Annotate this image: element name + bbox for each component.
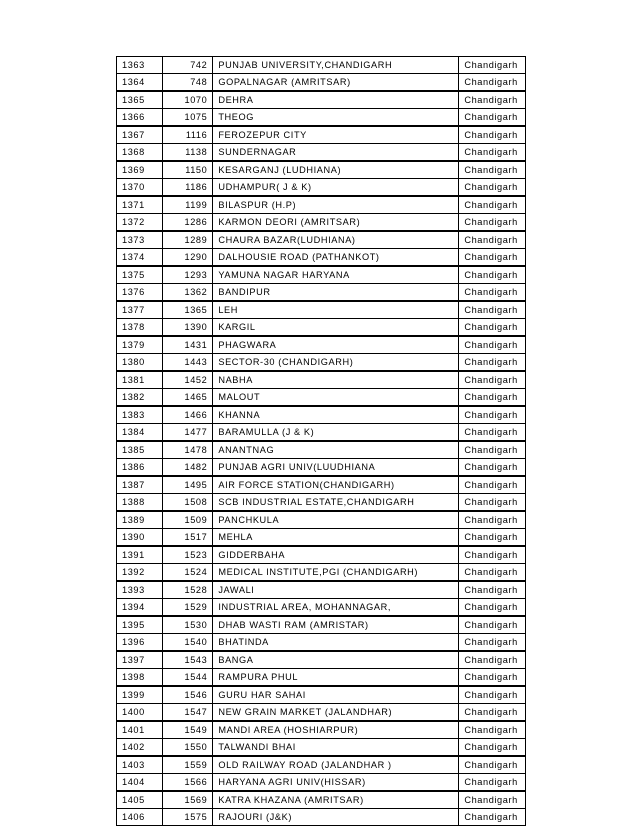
branch-code-cell: 1452 [163,371,213,389]
serial-number-cell: 1393 [117,581,163,599]
branch-name-cell: KESARGANJ (LUDHIANA) [213,161,459,179]
branch-name-cell: BANGA [213,651,459,669]
branch-name-cell: KARMON DEORI (AMRITSAR) [213,214,459,232]
table-row [117,476,526,494]
region-cell: Chandigarh [459,634,526,652]
branch-name-cell: MANDI AREA (HOSHIARPUR) [213,721,459,739]
table-row [117,406,526,424]
branch-name-cell: DALHOUSIE ROAD (PATHANKOT) [213,249,459,267]
branch-code-cell: 1544 [163,669,213,687]
branch-code-cell: 1431 [163,336,213,354]
table-row [117,511,526,529]
region-cell: Chandigarh [459,161,526,179]
region-cell: Chandigarh [459,179,526,197]
table-row [117,529,526,547]
table-row [117,739,526,757]
region-cell: Chandigarh [459,791,526,809]
table-row [117,721,526,739]
region-cell: Chandigarh [459,721,526,739]
branch-name-cell: KARGIL [213,319,459,337]
branch-code-cell: 742 [163,57,213,74]
branch-name-cell: DEHRA [213,91,459,109]
serial-number-cell: 1388 [117,494,163,512]
serial-number-cell: 1404 [117,774,163,792]
table-row [117,284,526,302]
region-cell: Chandigarh [459,686,526,704]
table-row [117,441,526,459]
records-table-body [117,57,526,826]
branch-name-cell: TALWANDI BHAI [213,739,459,757]
branch-name-cell: NABHA [213,371,459,389]
serial-number-cell: 1384 [117,424,163,442]
table-row [117,161,526,179]
branch-name-cell: MEHLA [213,529,459,547]
table-row [117,669,526,687]
serial-number-cell: 1392 [117,564,163,582]
branch-code-cell: 1362 [163,284,213,302]
table-row [117,389,526,407]
table-row [117,599,526,617]
branch-code-cell: 748 [163,74,213,92]
table-row [117,301,526,319]
branch-code-cell: 1116 [163,126,213,144]
region-cell: Chandigarh [459,126,526,144]
branch-code-cell: 1186 [163,179,213,197]
branch-name-cell: THEOG [213,109,459,127]
table-row [117,459,526,477]
region-cell: Chandigarh [459,809,526,826]
branch-name-cell: RAMPURA PHUL [213,669,459,687]
branch-code-cell: 1528 [163,581,213,599]
region-cell: Chandigarh [459,57,526,74]
serial-number-cell: 1387 [117,476,163,494]
region-cell: Chandigarh [459,319,526,337]
region-cell: Chandigarh [459,476,526,494]
branch-name-cell: PUNJAB UNIVERSITY,CHANDIGARH [213,57,459,74]
region-cell: Chandigarh [459,739,526,757]
serial-number-cell: 1365 [117,91,163,109]
serial-number-cell: 1377 [117,301,163,319]
branch-code-cell: 1293 [163,266,213,284]
branch-code-cell: 1150 [163,161,213,179]
table-row [117,546,526,564]
branch-name-cell: BILASPUR (H.P) [213,196,459,214]
branch-code-cell: 1559 [163,756,213,774]
table-row [117,774,526,792]
branch-name-cell: MEDICAL INSTITUTE,PGI (CHANDIGARH) [213,564,459,582]
branch-code-cell: 1523 [163,546,213,564]
table-row [117,581,526,599]
branch-code-cell: 1549 [163,721,213,739]
region-cell: Chandigarh [459,651,526,669]
serial-number-cell: 1389 [117,511,163,529]
branch-code-cell: 1286 [163,214,213,232]
branch-name-cell: SUNDERNAGAR [213,144,459,162]
region-cell: Chandigarh [459,669,526,687]
serial-number-cell: 1378 [117,319,163,337]
serial-number-cell: 1402 [117,739,163,757]
serial-number-cell: 1385 [117,441,163,459]
table-row [117,791,526,809]
region-cell: Chandigarh [459,196,526,214]
table-row [117,196,526,214]
branch-code-cell: 1543 [163,651,213,669]
branch-name-cell: JAWALI [213,581,459,599]
branch-code-cell: 1547 [163,704,213,722]
region-cell: Chandigarh [459,406,526,424]
branch-name-cell: LEH [213,301,459,319]
branch-name-cell: BHATINDA [213,634,459,652]
branch-name-cell: INDUSTRIAL AREA, MOHANNAGAR, [213,599,459,617]
branch-name-cell: SECTOR-30 (CHANDIGARH) [213,354,459,372]
branch-name-cell: FEROZEPUR CITY [213,126,459,144]
table-row [117,336,526,354]
region-cell: Chandigarh [459,564,526,582]
serial-number-cell: 1379 [117,336,163,354]
serial-number-cell: 1363 [117,57,163,74]
branch-name-cell: PUNJAB AGRI UNIV(LUUDHIANA [213,459,459,477]
table-row [117,651,526,669]
serial-number-cell: 1398 [117,669,163,687]
table-row [117,354,526,372]
branch-code-cell: 1075 [163,109,213,127]
region-cell: Chandigarh [459,371,526,389]
table-row [117,179,526,197]
serial-number-cell: 1364 [117,74,163,92]
serial-number-cell: 1394 [117,599,163,617]
region-cell: Chandigarh [459,459,526,477]
region-cell: Chandigarh [459,336,526,354]
serial-number-cell: 1374 [117,249,163,267]
table-row [117,214,526,232]
branch-name-cell: PHAGWARA [213,336,459,354]
branch-name-cell: GOPALNAGAR (AMRITSAR) [213,74,459,92]
branch-code-cell: 1466 [163,406,213,424]
branch-code-cell: 1199 [163,196,213,214]
table-row [117,634,526,652]
region-cell: Chandigarh [459,214,526,232]
table-row [117,756,526,774]
serial-number-cell: 1373 [117,231,163,249]
region-cell: Chandigarh [459,756,526,774]
region-cell: Chandigarh [459,231,526,249]
region-cell: Chandigarh [459,494,526,512]
serial-number-cell: 1368 [117,144,163,162]
branch-code-cell: 1443 [163,354,213,372]
branch-name-cell: NEW GRAIN MARKET (JALANDHAR) [213,704,459,722]
branch-name-cell: CHAURA BAZAR(LUDHIANA) [213,231,459,249]
branch-name-cell: OLD RAILWAY ROAD (JALANDHAR ) [213,756,459,774]
region-cell: Chandigarh [459,354,526,372]
table-row [117,616,526,634]
table-row [117,424,526,442]
table-row [117,686,526,704]
branch-code-cell: 1509 [163,511,213,529]
table-row [117,266,526,284]
branch-name-cell: BARAMULLA (J & K) [213,424,459,442]
region-cell: Chandigarh [459,774,526,792]
serial-number-cell: 1406 [117,809,163,826]
branch-name-cell: KHANNA [213,406,459,424]
region-cell: Chandigarh [459,704,526,722]
branch-name-cell: MALOUT [213,389,459,407]
serial-number-cell: 1371 [117,196,163,214]
region-cell: Chandigarh [459,284,526,302]
region-cell: Chandigarh [459,511,526,529]
region-cell: Chandigarh [459,529,526,547]
branch-name-cell: SCB INDUSTRIAL ESTATE,CHANDIGARH [213,494,459,512]
branch-code-cell: 1569 [163,791,213,809]
branch-code-cell: 1477 [163,424,213,442]
branch-name-cell: GURU HAR SAHAI [213,686,459,704]
table-row [117,57,526,74]
region-cell: Chandigarh [459,266,526,284]
serial-number-cell: 1386 [117,459,163,477]
serial-number-cell: 1400 [117,704,163,722]
table-row [117,319,526,337]
branch-code-cell: 1566 [163,774,213,792]
serial-number-cell: 1396 [117,634,163,652]
serial-number-cell: 1395 [117,616,163,634]
serial-number-cell: 1370 [117,179,163,197]
branch-code-cell: 1465 [163,389,213,407]
table-row [117,74,526,92]
region-cell: Chandigarh [459,109,526,127]
branch-code-cell: 1517 [163,529,213,547]
serial-number-cell: 1366 [117,109,163,127]
region-cell: Chandigarh [459,301,526,319]
table-row [117,564,526,582]
region-cell: Chandigarh [459,91,526,109]
serial-number-cell: 1381 [117,371,163,389]
branch-name-cell: RAJOURI (J&K) [213,809,459,826]
branch-code-cell: 1289 [163,231,213,249]
serial-number-cell: 1397 [117,651,163,669]
branch-code-cell: 1529 [163,599,213,617]
serial-number-cell: 1401 [117,721,163,739]
table-row [117,109,526,127]
branch-code-cell: 1575 [163,809,213,826]
table-row [117,809,526,826]
branch-code-cell: 1530 [163,616,213,634]
table-row [117,231,526,249]
branch-code-cell: 1540 [163,634,213,652]
branch-code-cell: 1365 [163,301,213,319]
region-cell: Chandigarh [459,424,526,442]
branch-code-cell: 1524 [163,564,213,582]
serial-number-cell: 1376 [117,284,163,302]
branch-name-cell: ANANTNAG [213,441,459,459]
serial-number-cell: 1383 [117,406,163,424]
branch-name-cell: HARYANA AGRI UNIV(HISSAR) [213,774,459,792]
branch-code-cell: 1482 [163,459,213,477]
branch-code-cell: 1495 [163,476,213,494]
branch-code-cell: 1138 [163,144,213,162]
serial-number-cell: 1375 [117,266,163,284]
branch-name-cell: GIDDERBAHA [213,546,459,564]
branch-name-cell: YAMUNA NAGAR HARYANA [213,266,459,284]
branch-name-cell: BANDIPUR [213,284,459,302]
branch-code-cell: 1290 [163,249,213,267]
branch-name-cell: UDHAMPUR( J & K) [213,179,459,197]
serial-number-cell: 1369 [117,161,163,179]
serial-number-cell: 1399 [117,686,163,704]
serial-number-cell: 1372 [117,214,163,232]
table-row [117,91,526,109]
branch-code-cell: 1508 [163,494,213,512]
branch-name-cell: AIR FORCE STATION(CHANDIGARH) [213,476,459,494]
serial-number-cell: 1391 [117,546,163,564]
serial-number-cell: 1405 [117,791,163,809]
table-row [117,249,526,267]
region-cell: Chandigarh [459,599,526,617]
region-cell: Chandigarh [459,249,526,267]
table-row [117,494,526,512]
branch-code-cell: 1070 [163,91,213,109]
table-row [117,126,526,144]
serial-number-cell: 1367 [117,126,163,144]
branch-code-cell: 1390 [163,319,213,337]
serial-number-cell: 1380 [117,354,163,372]
records-table [116,56,526,826]
table-row [117,144,526,162]
table-row [117,371,526,389]
branch-code-cell: 1550 [163,739,213,757]
branch-name-cell: KATRA KHAZANA (AMRITSAR) [213,791,459,809]
serial-number-cell: 1390 [117,529,163,547]
table-row [117,704,526,722]
serial-number-cell: 1403 [117,756,163,774]
branch-name-cell: PANCHKULA [213,511,459,529]
region-cell: Chandigarh [459,581,526,599]
branch-code-cell: 1546 [163,686,213,704]
region-cell: Chandigarh [459,144,526,162]
branch-name-cell: DHAB WASTI RAM (AMRISTAR) [213,616,459,634]
serial-number-cell: 1382 [117,389,163,407]
region-cell: Chandigarh [459,389,526,407]
region-cell: Chandigarh [459,546,526,564]
region-cell: Chandigarh [459,441,526,459]
branch-code-cell: 1478 [163,441,213,459]
region-cell: Chandigarh [459,616,526,634]
region-cell: Chandigarh [459,74,526,92]
